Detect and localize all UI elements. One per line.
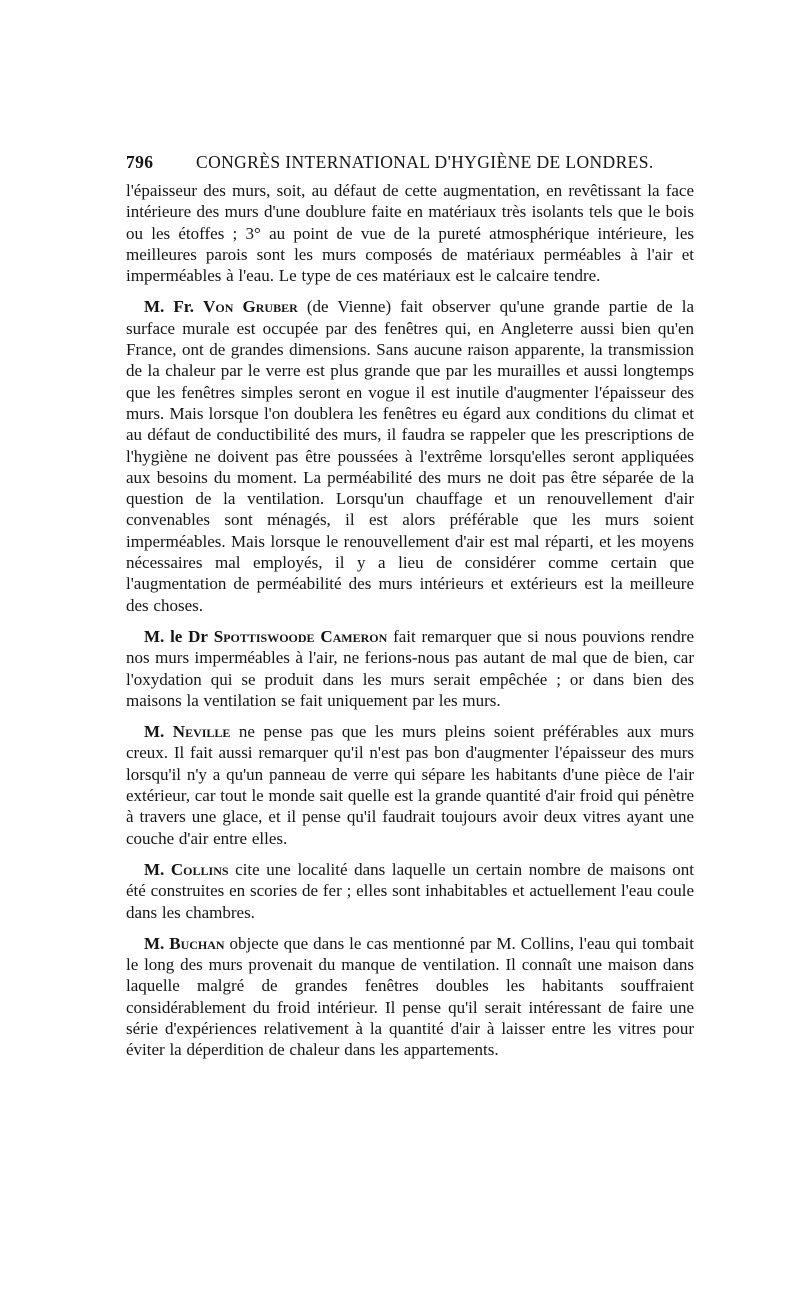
speaker-prefix: M. Fr. [144, 297, 195, 317]
speaker-name: Buchan [169, 933, 225, 953]
paragraph-von-gruber [126, 296, 694, 615]
speaker-name: Collins [170, 859, 229, 879]
paragraph-buchan [126, 933, 694, 1061]
page [126, 152, 694, 1071]
paragraph-text: (de Vienne) fait observer qu'une grande partie de la surface murale est occupée par des fenêtres qui, en Angleterre aussi bien qu'en France, ont de grandes dimensions. Sans aucune raison apparente, la transmission de la chaleur par le verre est plus grande que par les murailles et aussi longtemps que les fenêtres simples seront en vogue il est inutile d'augmenter l'épaisseur des murs. Mais lorsque l'on doublera les fenêtres eu égard aux conditions du climat et au défaut de conductibilité des murs, il faudra se rappeler que les prescriptions de l'hygiène ne doivent pas être poussées à l'extrême lorsqu'elles seront appliquées aux besoins du moment. La perméabilité des murs ne doit pas être séparée de la question de la ventilation. Lorsqu'un chauffage et un renouvellement d'air convenables sont ménagés, il est alors préférable que les murs soient imperméables. Mais lorsque le renouvellement d'air est mal réparti, et les moyens nécessaires mal employés, il y a lieu de considérer comme certain que l'augmentation de perméabilité des murs intérieurs et extérieurs est la meilleure des choses. [126, 297, 694, 615]
speaker-prefix: M. [144, 933, 165, 953]
running-title: CONGRÈS INTERNATIONAL D'HYGIÈNE DE LONDRES. [196, 152, 654, 172]
page-number: 796 [126, 152, 154, 172]
speaker-name: Von Gruber [203, 297, 298, 317]
paragraph-collins [126, 859, 694, 923]
speaker-name: Neville [172, 722, 231, 742]
paragraph-text: l'épaisseur des murs, soit, au défaut de cette augmentation, en revêtissant la face intérieure des murs d'une doublure faite en matériaux très isolants tels que le bois ou les étoffes ; 3° au point de vue de la pureté atmosphérique intérieure, les meilleures parois sont les murs composés de matériaux perméables à l'air et imperméables à l'eau. Le type de ces matériaux est le calcaire tendre. [126, 181, 694, 286]
paragraph-continuation [126, 180, 694, 286]
speaker-prefix: M. le Dr [144, 626, 208, 646]
paragraph-text: cite une localité dans laquelle un certain nombre de maisons ont été construites en scories de fer ; elles sont inhabitables et actuellement l'eau coule dans les chambres. [126, 859, 694, 922]
paragraph-text: objecte que dans le cas mentionné par M. Collins, l'eau qui tombait le long des murs provenait du manque de ventilation. Il connaît une maison dans laquelle malgré de grandes fenêtres doubles les habitants souffraient considérablement du froid intérieur. Il pense qu'il serait intéressant de faire une série d'expériences relativement à la quantité d'air à laisser entre les vitres pour éviter la déperdition de chaleur dans les appartements. [126, 933, 694, 1060]
paragraph-text: ne pense pas que les murs pleins soient préférables aux murs creux. Il fait aussi remarquer qu'il n'est pas bon d'augmenter l'épaisseur des murs lorsqu'il n'y a qu'un panneau de verre qui sépare les habitants d'une pièce de l'air extérieur, car tout le monde sait quelle est la grande quantité d'air froid qui pénètre à travers une glace, et il pense qu'il faudrait toujours avoir deux vitres ayant une couche d'air entre elles. [126, 722, 695, 848]
speaker-name: Spottiswoode Cameron [213, 626, 388, 646]
speaker-prefix: M. [144, 722, 165, 742]
body-text [126, 180, 694, 1061]
paragraph-cameron [126, 626, 694, 711]
speaker-prefix: M. [144, 859, 165, 879]
running-header [126, 152, 694, 178]
paragraph-neville [126, 721, 694, 849]
paragraph-text: fait remarquer que si nous pouvions rendre nos murs imperméables à l'air, ne ferions-nous pas autant de mal que de bien, car l'oxydation qui se produit dans les murs serait empêchée ; or dans bien des maisons la ventilation se fait uniquement par les murs. [126, 626, 695, 710]
